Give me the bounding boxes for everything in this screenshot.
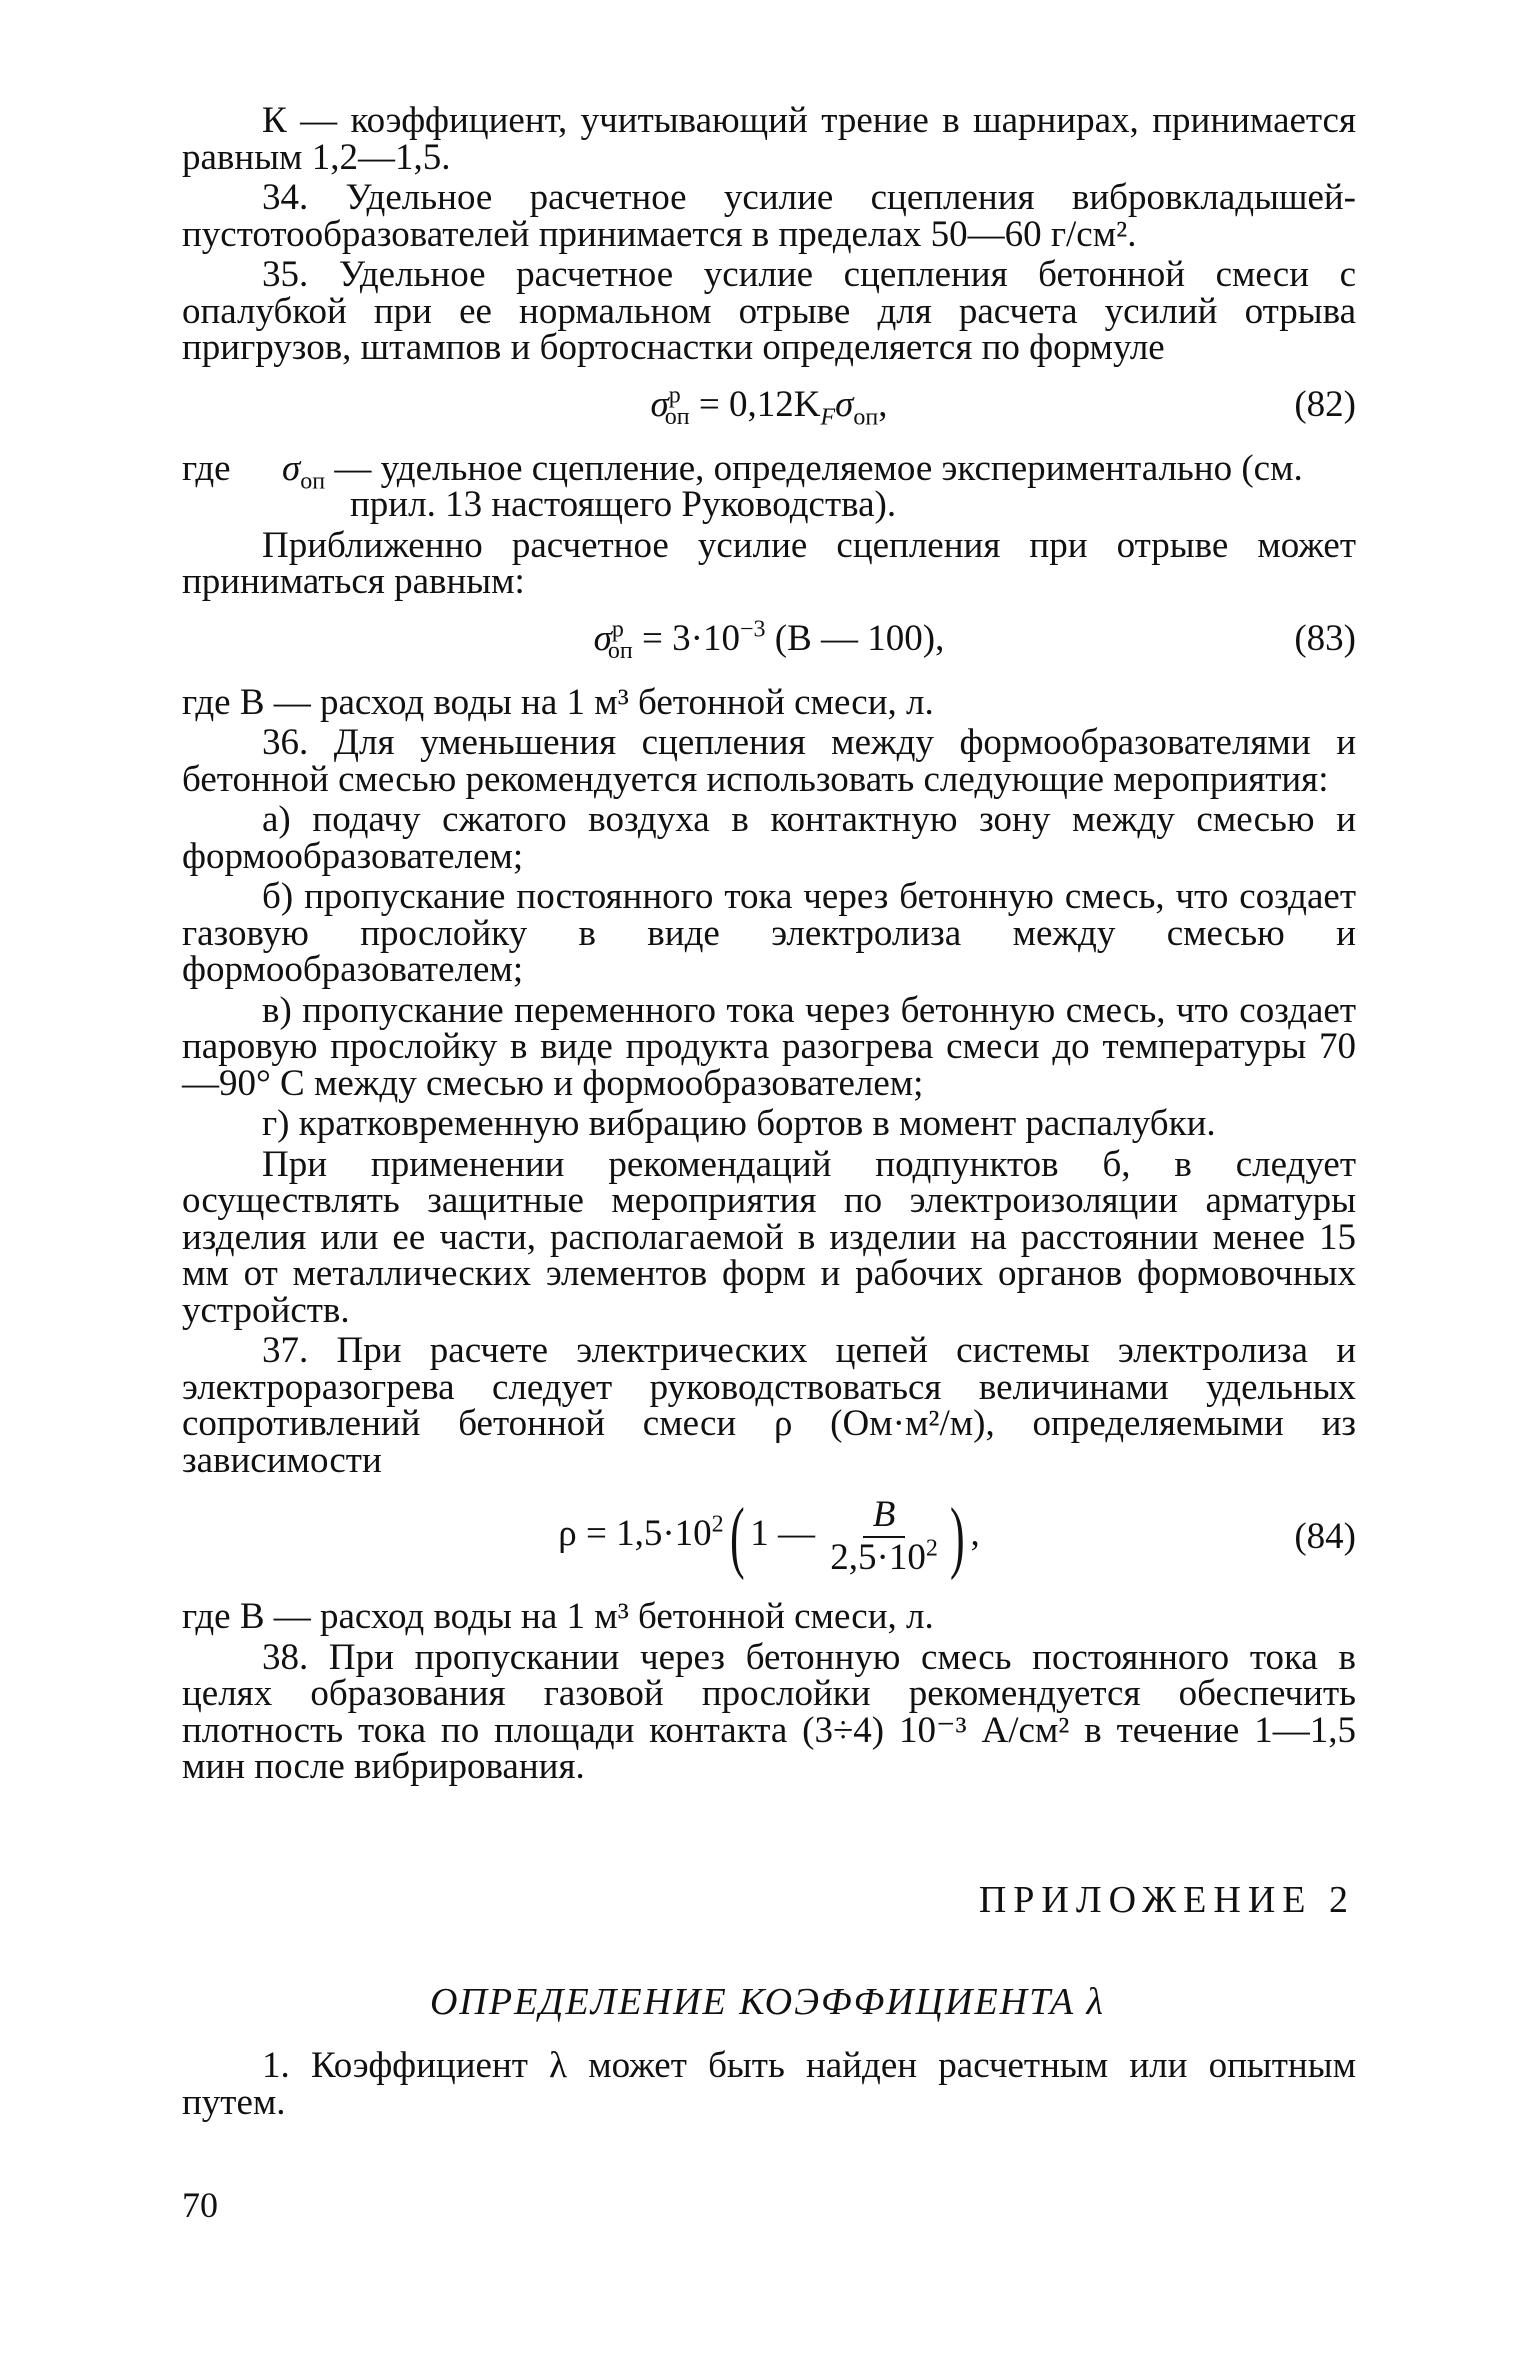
item-a: а) подачу сжатого воздуха в контактную зону между смесью и формообразователем;: [182, 799, 1356, 877]
paragraph-35: 35. Удельное расчетное усилие сцепления бетонной смеси с опалубкой при ее нормальном отрыве для расчета усилий отрыва пригрузов, штампов и бортоснастки определяется по формуле: [182, 254, 1356, 368]
formula-84: [182, 1492, 1356, 1583]
formula-83-expression: $\sigma^р_{оп} = 3\cdot 10^{-3}$ (B — 100),: [593, 616, 945, 664]
item-g: г) кратковременную вибрацию бортов в момент распалубки.: [262, 1103, 1216, 1144]
protection-note: При применении рекомендаций подпунктов б, в следует осуществлять защитные мероприятия по электроизоляции арматуры изделия или ее части, располагаемой в изделии на расстоянии менее 15 мм от металлических элементов форм и рабочих органов формовочных устройств.: [182, 1143, 1356, 1331]
paragraph-34: 34. Удельное расчетное усилие сцепления вибровкладышей-пустотообразователей принимается в пределах 50—60 г/см².: [182, 177, 1356, 255]
formula-82: [182, 381, 1356, 435]
formula-82-expression: $\sigma^р_{оп} = 0,12K_F\sigma_{оп}$,: [650, 382, 888, 430]
formula-84-expression: $\rho = 1,5\cdot 10^2$( 1 — $\frac{B}{2,5\cdot 10^2}$ ) ,: [558, 1492, 980, 1581]
main-text: [182, 100, 1356, 1787]
formula-83-number: (83): [1294, 617, 1356, 659]
appendix-paragraph-1: 1. Коэффициент λ может быть найден расчетным или опытным путем.: [182, 2045, 1356, 2123]
appendix-heading: ПРИЛОЖЕНИЕ 2: [978, 1879, 1355, 1921]
approximation-text: Приближенно расчетное усилие сцепления при отрыве может приниматься равным:: [182, 524, 1356, 602]
paragraph-37: 37. При расчете электрических цепей системы электролиза и электроразогрева следует руководствоваться величинами удельных сопротивлений бетонной смеси ρ (Ом·м²/м), определяемыми из зависимости: [182, 1330, 1356, 1481]
item-b: б) пропускание постоянного тока через бетонную смесь, что создает газовую прослойку в виде электролиза между смесью и формообразователем;: [182, 876, 1356, 990]
paragraph-38: 38. При пропускании через бетонную смесь постоянного тока в целях образования газовой прослойки рекомендуется обеспечить плотность тока по площади контакта (3÷4) 10⁻³ А/см² в течение 1—1,5 мин после вибрирования.: [182, 1636, 1356, 1787]
where-b-2: где B — расход воды на 1 м³ бетонной смеси, л.: [182, 1596, 934, 1637]
page-number: 70: [182, 2185, 218, 2225]
formula-84-number: (84): [1294, 1516, 1356, 1557]
formula-83: [182, 615, 1356, 669]
where-sigma: где $\sigma_{оп}$ — удельное сцепление, определяемое экспериментально (см. прил. 13 настоящего Руководства).: [182, 447, 1303, 525]
where-b-1: где B — расход воды на 1 м³ бетонной смеси, л.: [182, 681, 934, 723]
k-definition: К — коэффициент, учитывающий трение в шарнирах, принимается равным 1,2—1,5.: [182, 100, 1356, 178]
paragraph-36: 36. Для уменьшения сцепления между формообразователями и бетонной смесью рекомендуется использовать следующие мероприятия:: [182, 722, 1356, 800]
item-v: в) пропускание переменного тока через бетонную смесь, что создает паровую прослойку в виде продукта разогрева смеси до температуры 70—90° С между смесью и формообразователем;: [182, 989, 1356, 1104]
appendix-title: ОПРЕДЕЛЕНИЕ КОЭФФИЦИЕНТА λ: [429, 1981, 1106, 2023]
formula-82-number: (82): [1294, 383, 1356, 425]
